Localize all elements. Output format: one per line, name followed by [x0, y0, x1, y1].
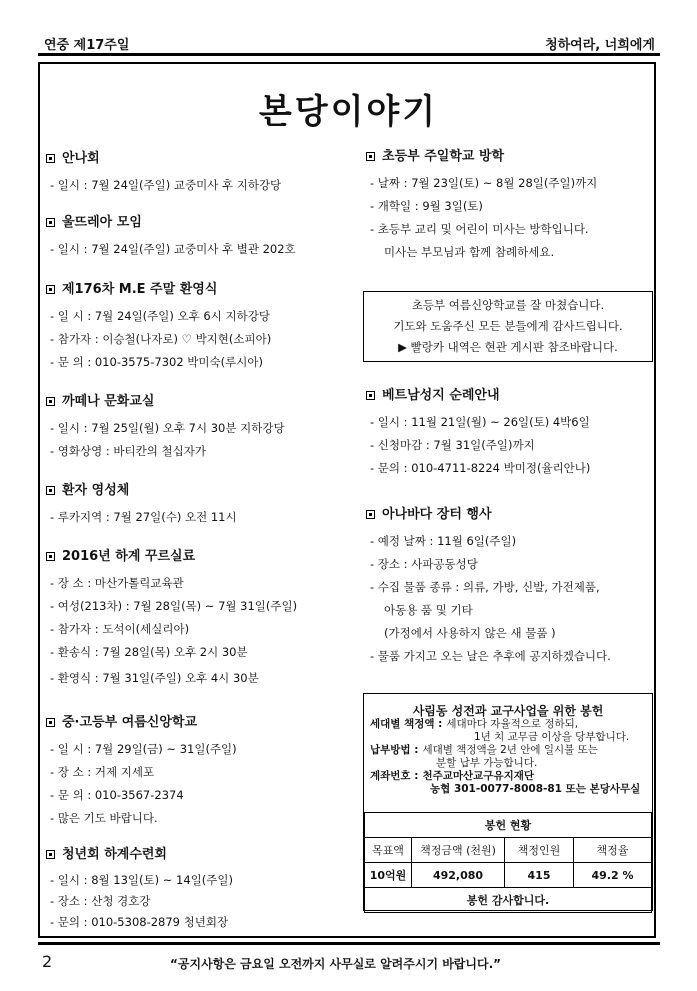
- section-catena: [46, 393, 285, 463]
- list-item: - 장 소 : 마산가톨릭교육관: [50, 576, 184, 590]
- list-item: - 문의 : 010-4711-8224 박미정(율리안나): [370, 461, 591, 475]
- list-item: 아동용 품 및 기타: [384, 603, 473, 617]
- section-title: 베트남성지 순례안내: [382, 388, 500, 403]
- page-title: 본당이야기: [258, 92, 439, 132]
- list-item: - 신청마감 : 7월 31일(주일)까지: [370, 438, 535, 452]
- donation-box: [363, 693, 653, 911]
- section-title: 환자 영성체: [62, 483, 130, 498]
- notice-line: ▶ 빨랑카 내역은 현관 게시판 참조바랍니다.: [398, 340, 618, 354]
- table-header: 책정율: [574, 838, 652, 863]
- section-title: 안나회: [62, 151, 100, 166]
- table-cell: 49.2 %: [574, 863, 652, 888]
- notice-line: 기도와 도움주신 모든 분들에게 감사드립니다.: [393, 319, 623, 333]
- square-bullet-icon: [46, 850, 55, 859]
- donation-status-table: [364, 812, 652, 913]
- donation-row-value: 세대마다 자율적으로 정하되,: [446, 718, 579, 730]
- header-right: 청하여라, 너희에게: [545, 38, 655, 53]
- list-item: - 일 시 : 7월 29일(금) ~ 31일(주일): [50, 742, 237, 756]
- list-item: - 참가자 : 이승철(나자로) ♡ 박지현(소피아): [50, 332, 272, 346]
- section-title: 2016년 하계 꾸르실료: [62, 549, 196, 564]
- table-cell: 492,080: [412, 863, 505, 888]
- square-bullet-icon: [366, 152, 375, 161]
- section-title: 청년회 하계수련회: [62, 847, 167, 862]
- donation-row-value-cont: 1년 치 교무금 이상을 당부합니다.: [474, 731, 630, 743]
- donation-row-key: 납부방법 :: [370, 744, 419, 756]
- status-title: 봉헌 현황: [365, 813, 652, 838]
- square-bullet-icon: [46, 154, 55, 163]
- list-item: - 여성(213차) : 7월 28일(목) ~ 7월 31일(주일): [50, 599, 298, 613]
- square-bullet-icon: [366, 510, 375, 519]
- list-item: - 장소 : 산청 경호강: [50, 894, 151, 908]
- donation-row: [364, 744, 652, 757]
- section-patient-communion: [46, 482, 237, 529]
- donation-row-key: 세대별 책정액 :: [370, 718, 443, 730]
- list-item: - 일시 : 11월 21일(월) ~ 26일(토) 4박6일: [370, 415, 590, 429]
- square-bullet-icon: [46, 397, 55, 406]
- donation-row-value-cont: 분할 납부 가능합니다.: [436, 757, 538, 769]
- list-item: 미사는 부모님과 함께 참례하세요.: [384, 245, 555, 259]
- section-title: 까떼나 문화교실: [62, 394, 155, 409]
- list-item: - 일시 : 7월 24일(주일) 교중미사 후 지하강당: [50, 178, 282, 192]
- table-header: 책정금액 (천원): [412, 838, 505, 863]
- section-cursillo: [46, 548, 297, 690]
- notice-box: [363, 291, 653, 362]
- section-me-weekend: [46, 281, 271, 374]
- square-bullet-icon: [366, 391, 375, 400]
- list-item: - 장 소 : 거제 지세포: [50, 765, 155, 779]
- top-rule: [38, 53, 660, 56]
- list-item: - 영화상영 : 바티칸의 철십자가: [50, 444, 206, 458]
- section-title: 초등부 주일학교 방학: [382, 149, 505, 164]
- donation-row-value-cont: 농협 301-0077-8008-81 또는 본당사무실: [430, 783, 641, 795]
- page-number: 2: [42, 952, 53, 971]
- notice-line: 초등부 여름신앙학교를 잘 마쳤습니다.: [411, 298, 605, 312]
- list-item: - 문 의 : 010-3575-7302 박미숙(루시아): [50, 355, 263, 369]
- section-anna: [46, 150, 281, 197]
- donation-row-value: 천주교마산교구유지재단: [422, 770, 535, 782]
- square-bullet-icon: [46, 218, 55, 227]
- list-item: - 환송식 : 7월 28일(목) 오후 2시 30분: [50, 645, 248, 659]
- donation-row: [364, 770, 652, 783]
- section-title: 울뜨레아 모임: [62, 215, 142, 230]
- list-item: (가정에서 사용하지 않은 새 물품 ): [384, 626, 556, 640]
- donation-row-value: 세대별 책정액을 2년 안에 일시불 또는: [422, 744, 598, 756]
- section-title: 제176차 M.E 주말 환영식: [62, 282, 218, 297]
- list-item: - 예정 날짜 : 11월 6일(주일): [370, 534, 517, 548]
- list-item: - 물품 가지고 오는 날은 추후에 공지하겠습니다.: [370, 649, 611, 663]
- list-item: - 날짜 : 7월 23일(토) ~ 8월 28일(주일)까지: [370, 176, 598, 190]
- header-left: 연중 제17주일: [44, 38, 130, 53]
- list-item: - 일시 : 7월 24일(주일) 교중미사 후 별관 202호: [50, 242, 296, 256]
- square-bullet-icon: [46, 285, 55, 294]
- bottom-rule: [38, 942, 660, 945]
- table-cell: 415: [505, 863, 574, 888]
- list-item: - 루카지역 : 7월 27일(수) 오전 11시: [50, 510, 237, 524]
- list-item: - 일 시 : 7월 24일(주일) 오후 6시 지하강당: [50, 309, 270, 323]
- table-cell: 10억원: [365, 863, 412, 888]
- list-item: - 장소 : 사파공동성당: [370, 557, 478, 571]
- list-item: - 문 의 : 010-3567-2374: [50, 788, 184, 802]
- list-item: - 문의 : 010-5308-2879 청년회장: [50, 915, 229, 929]
- list-item: - 환영식 : 7월 31일(주일) 오후 4시 30분: [50, 671, 259, 685]
- square-bullet-icon: [46, 552, 55, 561]
- list-item: - 참가자 : 도석이(세실리아): [50, 622, 190, 636]
- list-item: - 많은 기도 바랍니다.: [50, 811, 158, 825]
- table-header: 목표액: [365, 838, 412, 863]
- square-bullet-icon: [46, 486, 55, 495]
- square-bullet-icon: [46, 718, 55, 727]
- donation-title: 사림동 성전과 교구사업을 위한 봉헌: [412, 704, 604, 718]
- section-title: 중·고등부 여름신앙학교: [62, 715, 198, 730]
- donation-row-key: 계좌번호 :: [370, 770, 419, 782]
- thanks-text: 봉헌 감사합니다.: [365, 888, 652, 913]
- donation-row: [364, 718, 652, 731]
- table-header: 책정인원: [505, 838, 574, 863]
- list-item: - 초등부 교리 및 어린이 미사는 방학입니다.: [370, 222, 589, 236]
- section-youth-camp: [46, 714, 237, 830]
- section-young-adult-retreat: [46, 846, 233, 933]
- list-item: - 일시 : 8월 13일(토) ~ 14일(주일): [50, 873, 233, 887]
- section-ultreya: [46, 214, 296, 261]
- footer-notice: “공지사항은 금요일 오전까지 사무실로 알려주시기 바랍니다.”: [170, 957, 502, 971]
- section-elementary-vacation: [366, 148, 597, 264]
- section-anabada-market: [366, 506, 611, 668]
- list-item: - 일시 : 7월 25일(월) 오후 7시 30분 지하강당: [50, 421, 285, 435]
- section-vietnam-pilgrimage: [366, 387, 590, 480]
- list-item: - 수집 물품 종류 : 의류, 가방, 신발, 가전제품,: [370, 580, 600, 594]
- section-title: 아나바다 장터 행사: [382, 507, 492, 522]
- list-item: - 개학일 : 9월 3일(토): [370, 199, 483, 213]
